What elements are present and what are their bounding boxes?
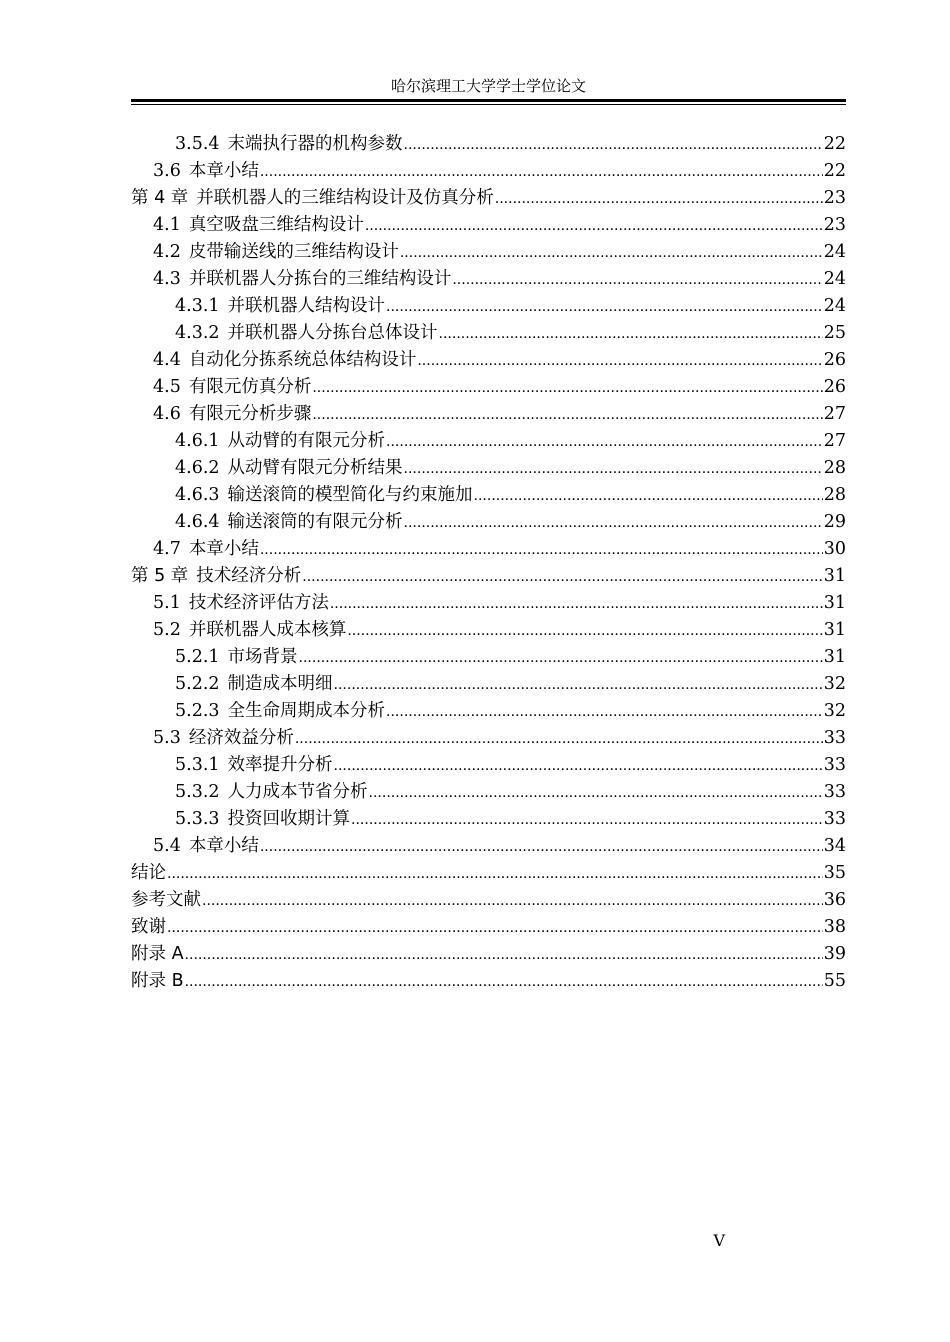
toc-entry-title: 本章小结 [188, 161, 259, 181]
toc-entry-title: 并联机器人的三维结构设计及仿真分析 [196, 188, 494, 208]
toc-entry-number: 3.5.4 [175, 134, 220, 154]
toc-entry[interactable] [131, 239, 846, 266]
toc-entry[interactable] [131, 509, 846, 536]
toc-entry-number: 5.2.3 [175, 701, 220, 721]
toc-entry[interactable] [131, 293, 846, 320]
toc-entry-number: 5.3 [153, 728, 181, 748]
toc-entry[interactable] [131, 590, 846, 617]
toc-dot-leader [386, 699, 823, 725]
toc-dot-leader [185, 969, 823, 995]
toc-entry-title: 并联机器人分拣台总体设计 [227, 323, 438, 343]
toc-entry-number: 4.3.2 [175, 323, 220, 343]
toc-entry-title: 致谢 [131, 917, 166, 937]
toc-entry-title: 投资回收期计算 [227, 809, 351, 829]
toc-dot-leader [167, 915, 823, 941]
toc-entry-page: 33 [823, 782, 846, 802]
toc-entry-page: 34 [823, 836, 846, 856]
toc-dot-leader [334, 672, 823, 698]
toc-dot-leader [386, 429, 823, 455]
toc-entry-page: 32 [823, 701, 846, 721]
toc-entry-page: 33 [823, 755, 846, 775]
toc-entry-title: 效率提升分析 [227, 755, 333, 775]
toc-dot-leader [400, 240, 823, 266]
toc-entry-number: 第 5 章 [131, 566, 189, 586]
toc-dot-leader [404, 510, 823, 536]
toc-entry-page: 35 [823, 863, 846, 883]
toc-entry-number: 4.2 [153, 242, 181, 262]
toc-dot-leader [260, 834, 823, 860]
toc-entry[interactable] [131, 968, 846, 995]
toc-entry[interactable] [131, 698, 846, 725]
toc-entry-page: 30 [823, 539, 846, 559]
toc-entry-page: 27 [823, 404, 846, 424]
toc-entry-title: 并联机器人分拣台的三维结构设计 [188, 269, 452, 289]
toc-entry[interactable] [131, 752, 846, 779]
toc-dot-leader [369, 780, 823, 806]
toc-entry-page: 24 [823, 296, 846, 316]
toc-entry-number: 5.3.3 [175, 809, 220, 829]
toc-dot-leader [404, 132, 823, 158]
toc-entry-page: 28 [823, 485, 846, 505]
toc-entry-page: 39 [823, 944, 846, 964]
toc-entry-page: 38 [823, 917, 846, 937]
toc-entry[interactable] [131, 617, 846, 644]
toc-entry-number: 4.6.2 [175, 458, 220, 478]
toc-entry-title: 人力成本节省分析 [227, 782, 368, 802]
toc-entry-title: 输送滚筒的模型简化与约束施加 [227, 485, 473, 505]
toc-entry[interactable] [131, 779, 846, 806]
page-header-title: 哈尔滨理工大学学士学位论文 [390, 77, 586, 95]
toc-dot-leader [185, 942, 823, 968]
toc-dot-leader [351, 807, 823, 833]
toc-dot-leader [495, 186, 823, 212]
toc-entry-page: 23 [823, 188, 846, 208]
toc-dot-leader [417, 348, 822, 374]
toc-entry-title: 末端执行器的机构参数 [227, 134, 403, 154]
toc-dot-leader [404, 456, 823, 482]
toc-entry-title: 有限元分析步骤 [188, 404, 312, 424]
toc-entry-title: 附录 A [131, 944, 184, 964]
toc-entry-number: 4.3.1 [175, 296, 220, 316]
toc-entry[interactable] [131, 860, 846, 887]
toc-entry-number: 4.6.1 [175, 431, 220, 451]
toc-entry-title: 并联机器人结构设计 [227, 296, 386, 316]
toc-entry[interactable] [131, 806, 846, 833]
toc-entry[interactable] [131, 212, 846, 239]
toc-entry-number: 5.3.1 [175, 755, 220, 775]
toc-entry[interactable] [131, 401, 846, 428]
toc-dot-leader [347, 618, 822, 644]
toc-entry-page: 32 [823, 674, 846, 694]
toc-entry[interactable] [131, 644, 846, 671]
toc-entry-title: 全生命周期成本分析 [227, 701, 386, 721]
toc-entry-number: 5.3.2 [175, 782, 220, 802]
toc-entry-title: 技术经济分析 [196, 566, 302, 586]
toc-dot-leader [330, 591, 823, 617]
toc-entry-page: 29 [823, 512, 846, 532]
toc-entry-page: 24 [823, 242, 846, 262]
toc-entry-page: 33 [823, 728, 846, 748]
toc-entry-page: 23 [823, 215, 846, 235]
toc-entry-title: 结论 [131, 863, 166, 883]
toc-entry[interactable] [131, 266, 846, 293]
toc-entry[interactable] [131, 725, 846, 752]
toc-entry-number: 5.2.2 [175, 674, 220, 694]
toc-entry-page: 24 [823, 269, 846, 289]
toc-dot-leader [452, 267, 822, 293]
toc-entry-title: 市场背景 [227, 647, 298, 667]
toc-entry-number: 4.1 [153, 215, 181, 235]
toc-entry-number: 5.2 [153, 620, 181, 640]
toc-entry-number: 4.6.3 [175, 485, 220, 505]
toc-entry-page: 22 [823, 161, 846, 181]
toc-entry-page: 26 [823, 350, 846, 370]
toc-entry-page: 55 [823, 971, 846, 991]
table-of-contents [131, 131, 846, 995]
toc-entry-number: 4.3 [153, 269, 181, 289]
page-number: V [713, 1231, 725, 1250]
toc-entry-page: 31 [823, 593, 846, 613]
toc-entry[interactable] [131, 671, 846, 698]
toc-dot-leader [334, 753, 823, 779]
toc-entry-title: 附录 B [131, 971, 184, 991]
toc-dot-leader [260, 159, 823, 185]
toc-entry-number: 4.6 [153, 404, 181, 424]
toc-entry[interactable] [131, 941, 846, 968]
toc-entry[interactable] [131, 131, 846, 158]
toc-entry-page: 28 [823, 458, 846, 478]
toc-entry-number: 4.6.4 [175, 512, 220, 532]
toc-entry-title: 真空吸盘三维结构设计 [188, 215, 364, 235]
toc-entry-title: 经济效益分析 [188, 728, 294, 748]
toc-dot-leader [299, 645, 823, 671]
toc-entry-page: 33 [823, 809, 846, 829]
toc-dot-leader [439, 321, 823, 347]
toc-entry-page: 26 [823, 377, 846, 397]
toc-entry[interactable] [131, 914, 846, 941]
toc-entry-page: 31 [823, 566, 846, 586]
toc-entry-title: 技术经济评估方法 [188, 593, 329, 613]
toc-dot-leader [312, 402, 822, 428]
toc-entry[interactable] [131, 185, 846, 212]
toc-entry[interactable] [131, 320, 846, 347]
toc-entry-page: 36 [823, 890, 846, 910]
toc-entry[interactable] [131, 482, 846, 509]
toc-entry-title: 并联机器人成本核算 [188, 620, 347, 640]
toc-entry-number: 5.1 [153, 593, 181, 613]
toc-entry[interactable] [131, 563, 846, 590]
toc-entry-title: 从动臂有限元分析结果 [227, 458, 403, 478]
header-rule-thin [131, 104, 846, 105]
toc-entry-number: 5.4 [153, 836, 181, 856]
header-rule-thick [131, 99, 846, 102]
toc-dot-leader [202, 888, 823, 914]
toc-dot-leader [474, 483, 823, 509]
toc-dot-leader [312, 375, 822, 401]
toc-entry-number: 5.2.1 [175, 647, 220, 667]
toc-dot-leader [260, 537, 823, 563]
toc-entry-title: 制造成本明细 [227, 674, 333, 694]
toc-entry-page: 31 [823, 620, 846, 640]
toc-entry[interactable] [131, 833, 846, 860]
toc-entry-title: 参考文献 [131, 890, 201, 910]
toc-entry-number: 3.6 [153, 161, 181, 181]
toc-entry-number: 4.5 [153, 377, 181, 397]
toc-entry-number: 4.7 [153, 539, 181, 559]
toc-entry-title: 有限元仿真分析 [188, 377, 312, 397]
toc-entry-title: 从动臂的有限元分析 [227, 431, 386, 451]
toc-entry-title: 自动化分拣系统总体结构设计 [188, 350, 417, 370]
toc-entry[interactable] [131, 428, 846, 455]
toc-entry[interactable] [131, 158, 846, 185]
toc-entry-number: 4.4 [153, 350, 181, 370]
toc-entry-page: 27 [823, 431, 846, 451]
toc-dot-leader [386, 294, 823, 320]
toc-dot-leader [302, 564, 822, 590]
toc-dot-leader [167, 861, 823, 887]
toc-entry-page: 25 [823, 323, 846, 343]
toc-entry-page: 22 [823, 134, 846, 154]
toc-dot-leader [365, 213, 823, 239]
toc-entry[interactable] [131, 887, 846, 914]
toc-entry[interactable] [131, 536, 846, 563]
toc-entry-number: 第 4 章 [131, 188, 189, 208]
toc-entry-page: 31 [823, 647, 846, 667]
toc-entry-title: 本章小结 [188, 539, 259, 559]
toc-dot-leader [295, 726, 823, 752]
toc-entry[interactable] [131, 374, 846, 401]
toc-entry-title: 皮带输送线的三维结构设计 [188, 242, 399, 262]
toc-entry-title: 本章小结 [188, 836, 259, 856]
toc-entry[interactable] [131, 347, 846, 374]
toc-entry-title: 输送滚筒的有限元分析 [227, 512, 403, 532]
toc-entry[interactable] [131, 455, 846, 482]
